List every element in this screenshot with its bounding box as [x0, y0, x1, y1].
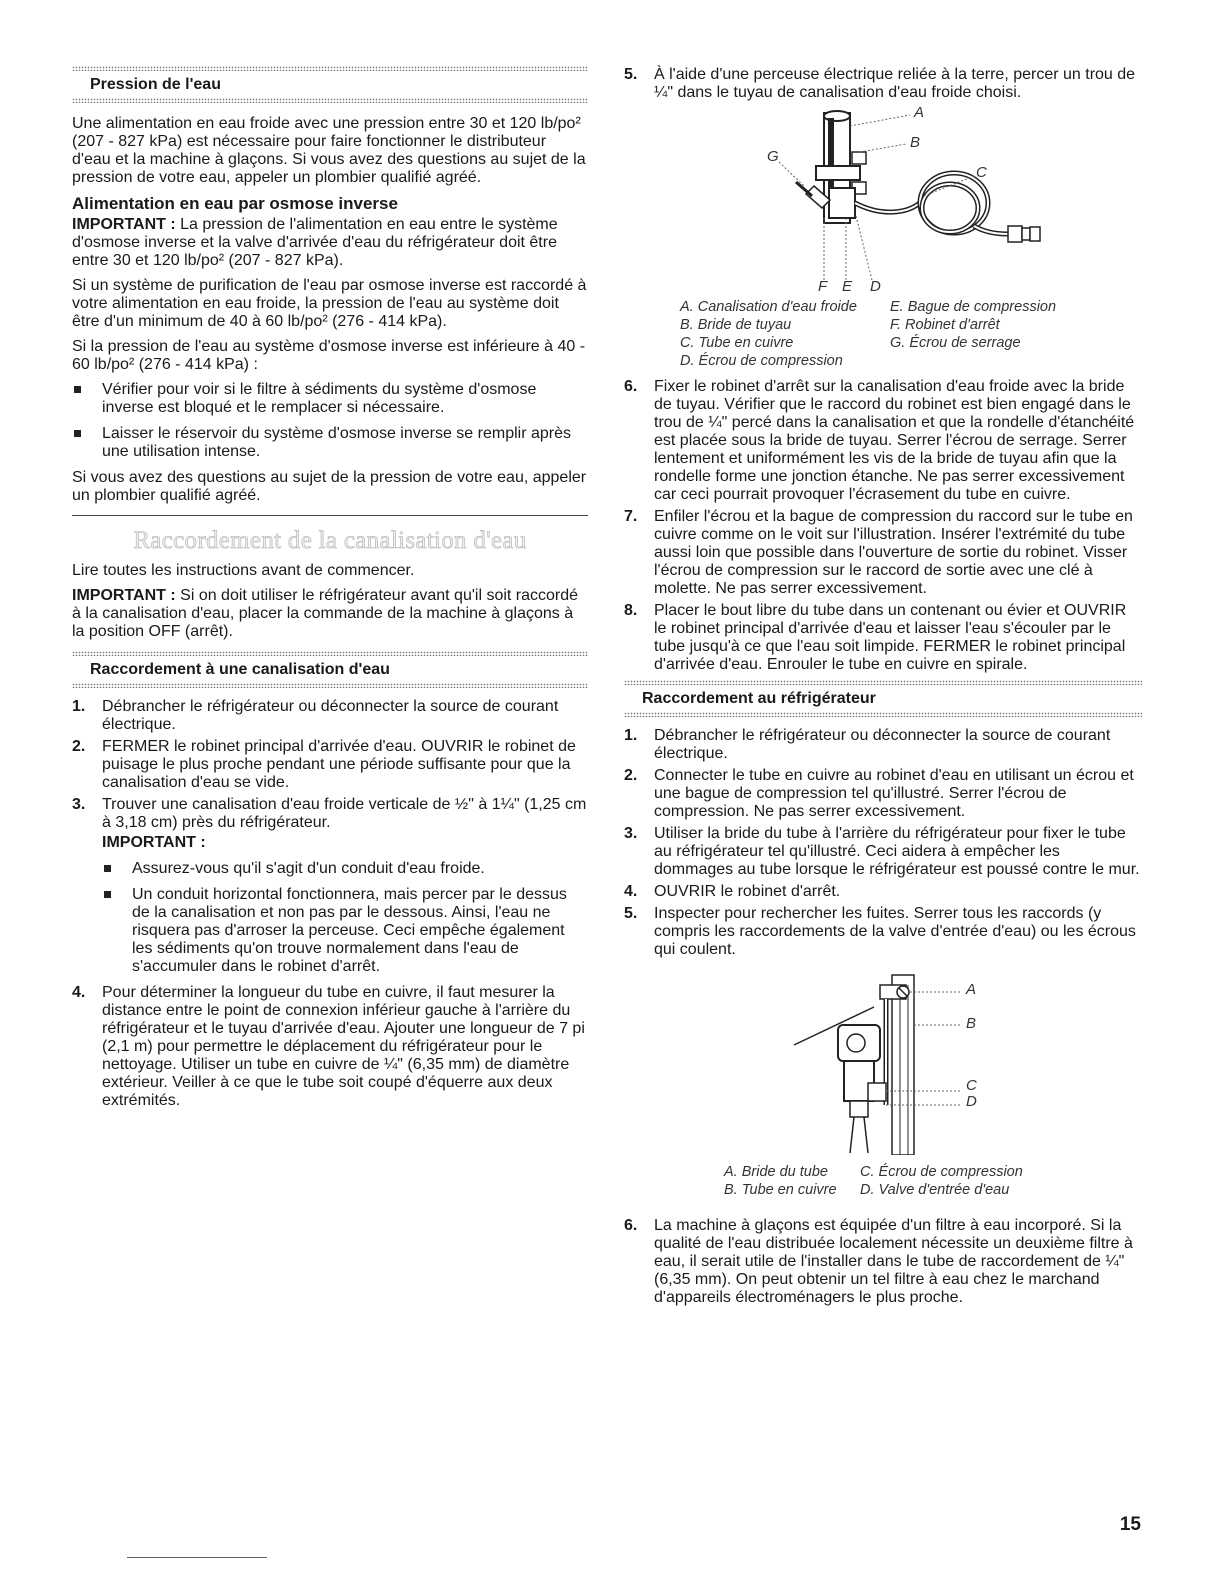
step-item	[624, 508, 1142, 598]
step-number: 6.	[624, 1217, 638, 1234]
step-number: 8.	[624, 602, 638, 619]
dotted-rule	[624, 712, 1142, 717]
pipe-steps	[72, 698, 588, 1110]
step-text: Placer le bout libre du tube dans un contenant ou évier et OUVRIR le robinet principal d'arrivée d'eau et laisser l'eau s'écouler par le tube jusqu'à ce que l'eau soit limpide. FERMER le robinet principal d'arrivée d'eau. Enrouler le tube en cuivre en spirale.	[654, 602, 1127, 673]
step-number: 2.	[72, 738, 86, 755]
step-text: Débrancher le réfrigérateur ou déconnecter la source de courant électrique.	[102, 698, 559, 733]
caption: A. Canalisation d'eau froide	[680, 299, 857, 315]
step-text: Trouver une canalisation d'eau froide verticale de ½" à 1¼" (1,25 cm à 3,18 cm) près du réfrigérateur.	[102, 796, 587, 831]
step-text: À l'aide d'une perceuse électrique reliée à la terre, percer un trou de ¼" dans le tuyau de canalisation d'eau froide choisi.	[654, 66, 1136, 101]
step-item	[624, 767, 1142, 821]
figure-label-b: B	[966, 1015, 977, 1032]
step-item	[624, 727, 1142, 763]
step-number: 4.	[624, 883, 638, 900]
step-text: OUVRIR le robinet d'arrêt.	[654, 883, 841, 900]
caption: B. Bride de tuyau	[680, 317, 792, 333]
reverse-osmosis-bullets	[72, 381, 588, 461]
step-number: 5.	[624, 66, 638, 83]
step3-bullets	[102, 860, 588, 976]
step-number: 3.	[72, 796, 86, 813]
step-text: Fixer le robinet d'arrêt sur la canalisation d'eau froide avec la bride de tuyau. Vérifier que le raccord du robinet est bien engagé dans le trou de ¼" percé dans la canalisation et que la rondelle d'étanchéité est placée sous la bride de tuyau. Serrer l'écrou de serrage. Serrer lentement et uniformément les vis de la bride de tuyau afin que la rondelle forme une jonction étanche. Ne pas serrer excessivement car ceci pourrait provoquer l'écrasement du tube en cuivre.	[654, 378, 1135, 503]
fridge-heading: Raccordement au réfrigérateur	[642, 690, 876, 707]
caption: A. Bride du tube	[724, 1164, 828, 1180]
step-item	[624, 66, 1142, 102]
figure-label-d: D	[966, 1093, 977, 1110]
list-item: Laisser le réservoir du système d'osmose inverse se remplir après une utilisation intense.	[72, 425, 588, 461]
section-title: Raccordement de la canalisation d'eau	[133, 527, 527, 554]
step-text: Connecter le tube en cuivre au robinet d'eau en utilisant un écrou et une bague de compression tel qu'illustré. Serrer l'écrou de compression. Ne pas serrer excessivement.	[654, 767, 1134, 820]
section-rule	[72, 515, 588, 516]
figure-label-c: C	[976, 164, 987, 181]
figure-label-e: E	[842, 278, 853, 295]
reverse-osmosis-heading: Alimentation en eau par osmose inverse	[72, 194, 398, 213]
step-item	[624, 1217, 1142, 1307]
list-item: Un conduit horizontal fonctionnera, mais percer par le dessus de la canalisation et non pas par le dessous. Ainsi, l'eau ne risquera pas d'arroser la perceuse. Ceci empêche également les sédiments qu'on trouve normalement dans l'eau de s'accumuler dans le robinet d'arrêt.	[102, 886, 588, 976]
step-text: FERMER le robinet principal d'arrivée d'eau. OUVRIR le robinet de puisage le plus proche pendant une période suffisante pour que la canalisation d'eau se vide.	[102, 738, 576, 791]
important-label: IMPORTANT :	[72, 216, 176, 233]
list-item: Assurez-vous qu'il s'agit d'un conduit d'eau froide.	[102, 860, 588, 878]
right-column	[624, 66, 1142, 1313]
step-number: 2.	[624, 767, 638, 784]
water-pressure-heading: Pression de l'eau	[90, 76, 221, 93]
page-number: 15	[1119, 1514, 1141, 1535]
caption: C. Écrou de compression	[860, 1164, 1023, 1180]
list-item: Vérifier pour voir si le filtre à sédiments du système d'osmose inverse est bloqué et le remplacer si nécessaire.	[72, 381, 588, 417]
step-number: 1.	[72, 698, 86, 715]
dotted-rule	[72, 683, 588, 688]
step-text: Enfiler l'écrou et la bague de compression du raccord sur le tube en cuivre comme on le voit sur l'illustration. Insérer l'extrémité du tube aussi loin que possible dans l'ouverture de sortie du robinet. Visser l'écrou de compression sur le raccord de sortie avec une clé à molette. Ne pas serrer excessivement.	[654, 508, 1133, 597]
pipe-heading: Raccordement à une canalisation d'eau	[90, 661, 390, 678]
step-item	[72, 984, 588, 1110]
dotted-rule	[72, 98, 588, 103]
caption: F. Robinet d'arrêt	[890, 317, 1000, 333]
steps-d	[624, 1217, 1142, 1307]
left-column	[72, 66, 588, 1116]
important-text: Si on doit utiliser le réfrigérateur avant qu'il soit raccordé à la canalisation d'eau, placer la commande de la machine à glaçons à la position OFF (arrêt).	[72, 587, 579, 640]
figure-label-a: A	[914, 104, 925, 121]
reverse-osmosis-important	[72, 216, 588, 270]
step-item	[624, 378, 1142, 504]
shutoff-valve-illustration	[624, 108, 1142, 288]
step-number: 1.	[624, 727, 638, 744]
figure-label-g: G	[767, 148, 779, 165]
caption: D. Écrou de compression	[680, 353, 843, 369]
figure-fridge-connection	[624, 965, 1142, 1205]
caption: G. Écrou de serrage	[890, 335, 1021, 351]
fridge-connection-illustration	[624, 965, 1142, 1155]
step3-important: IMPORTANT :	[102, 834, 206, 851]
reverse-osmosis-para2: Si la pression de l'eau au système d'osmose inverse est inférieure à 40 - 60 lb/po² (276 - 414 kPa) :	[72, 338, 586, 373]
figure-label-d: D	[870, 278, 881, 295]
figure-shutoff-valve	[624, 104, 1142, 369]
step-item	[624, 825, 1142, 879]
steps-a	[624, 66, 1142, 102]
step-text: Inspecter pour rechercher les fuites. Serrer tous les raccords (y compris les raccordements de la valve d'entrée d'eau) ou les écrous qui coulent.	[654, 905, 1136, 958]
step-item	[624, 883, 1142, 901]
footer-rule	[127, 1557, 267, 1558]
step-number: 3.	[624, 825, 638, 842]
figure-label-f: F	[818, 278, 828, 295]
steps-c	[624, 727, 1142, 959]
step-number: 4.	[72, 984, 86, 1001]
reverse-osmosis-para1: Si un système de purification de l'eau par osmose inverse est raccordé à votre alimentation en eau froide, la pression de l'eau au système doit être d'un minimum de 40 à 60 lb/po² (276 - 414 kPa).	[72, 277, 587, 330]
figure-label-a: A	[966, 981, 977, 998]
caption: C. Tube en cuivre	[680, 335, 794, 351]
step-text: Utiliser la bride du tube à l'arrière du réfrigérateur pour fixer le tube au réfrigérateur tel qu'illustré. Ceci aidera à empêcher les dommages au tube lorsque le réfrigérateur est poussé contre le mur.	[654, 825, 1140, 878]
caption: D. Valve d'entrée d'eau	[860, 1182, 1010, 1198]
step-number: 6.	[624, 378, 638, 395]
step-item	[72, 738, 588, 792]
step-text: Pour déterminer la longueur du tube en cuivre, il faut mesurer la distance entre le point de connexion inférieur gauche à l'arrière du réfrigérateur et le tuyau d'arrivée d'eau. Ajouter une longueur de 7 pi (2,1 m) pour permettre le déplacement du réfrigérateur pour le nettoyage. Utiliser un tube en cuivre de ¼" (6,35 mm) de diamètre extérieur. Veiller à ce que le tube soit coupé d'équerre aux deux extrémités.	[102, 984, 585, 1109]
important-text: La pression de l'alimentation en eau entre le système d'osmose inverse et la valve d'arrivée d'eau du réfrigérateur doit être entre 30 et 120 lb/po² (207 - 827 kPa).	[72, 216, 558, 269]
step-number: 5.	[624, 905, 638, 922]
step-text: Débrancher le réfrigérateur ou déconnecter la source de courant électrique.	[654, 727, 1111, 762]
important-label: IMPORTANT :	[72, 587, 176, 604]
intro-text: Lire toutes les instructions avant de commencer.	[72, 562, 415, 579]
water-pressure-body: Une alimentation en eau froide avec une pression entre 30 et 120 lb/po² (207 - 827 kPa) est nécessaire pour faire fonctionner le distributeur d'eau et la machine à glaçons. Si vous avez des questions au sujet de la pression de votre eau, appeler un plombier qualifié agréé.	[72, 115, 586, 186]
caption: B. Tube en cuivre	[724, 1182, 837, 1198]
intro-important	[72, 587, 588, 641]
step-text: La machine à glaçons est équipée d'un filtre à eau incorporé. Si la qualité de l'eau distribuée localement nécessite un deuxième filtre à eau, il serait utile de l'installer dans le tube de raccordement de ¼" (6,35 mm). On peut obtenir un tel filtre à eau chez le marchand d'appareils électroménagers le plus proche.	[654, 1217, 1133, 1306]
reverse-osmosis-para3: Si vous avez des questions au sujet de la pression de votre eau, appeler un plombier qualifié agréé.	[72, 469, 587, 504]
step-item	[72, 698, 588, 734]
figure-label-c: C	[966, 1077, 977, 1094]
figure-label-b: B	[910, 134, 921, 151]
step-item	[72, 796, 588, 976]
step-number: 7.	[624, 508, 638, 525]
step-item	[624, 905, 1142, 959]
step-item	[624, 602, 1142, 674]
caption: E. Bague de compression	[890, 299, 1057, 315]
steps-b	[624, 378, 1142, 674]
